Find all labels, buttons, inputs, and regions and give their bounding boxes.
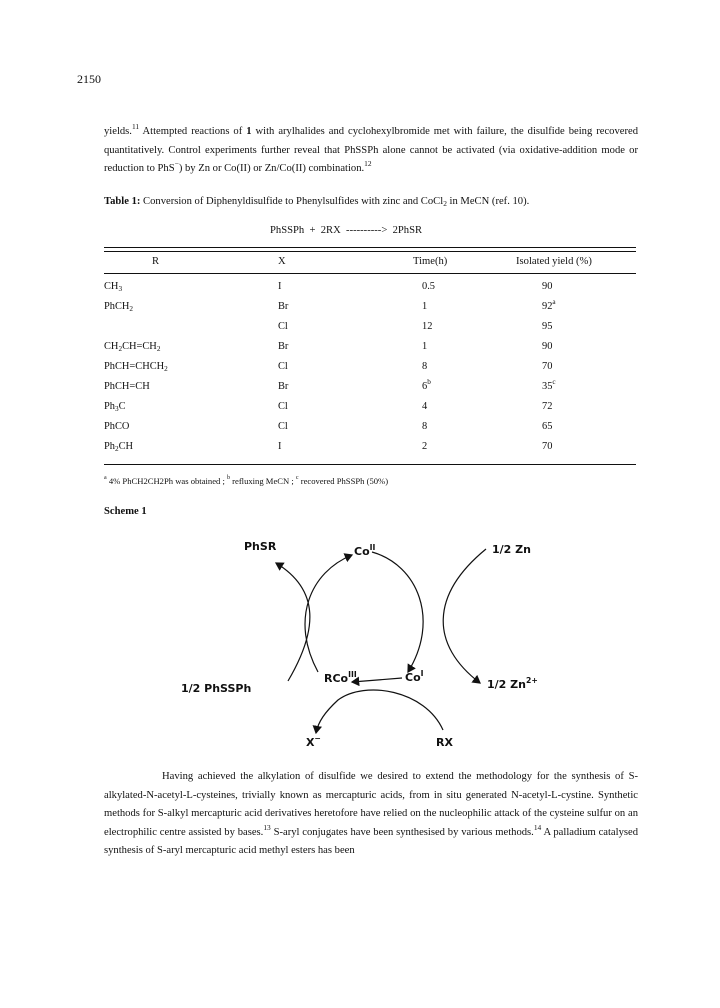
cell-x: Br (278, 381, 289, 392)
table-caption-text-b: in MeCN (ref. 10). (446, 196, 530, 207)
cell-x: I (278, 441, 282, 452)
cell-r: $CH_3$ (104, 281, 123, 293)
arc-rcoiii-to-coii (305, 555, 352, 672)
p2-text-c: A palladium catalysed synthesis of S-aryl mercapturic acid methyl esters has been (104, 826, 638, 856)
cell-time: 1 (422, 301, 428, 312)
cell-time: 4 (422, 401, 428, 412)
cell-r: PhCO (104, 421, 130, 432)
cell-x: Cl (278, 401, 288, 412)
label-half-phssph: 1/2 PhSSPh (181, 682, 252, 695)
label-phsr: PhSR (244, 540, 277, 553)
p1-text-b: Attempted reactions of (139, 126, 247, 137)
arc-zn-to-zn2 (443, 549, 486, 683)
p1-compound-1: 1 (246, 126, 252, 137)
cell-time: 6$^b$ (422, 378, 431, 392)
cell-time: 0.5 (422, 281, 435, 292)
label-half-zn: 1/2 Zn (492, 543, 531, 556)
p2-text-a: Having achieved the alkylation of disulfide we desired to extend the methodology for the synthesis of S-alkylated-N-acetyl-L-cysteines, trivially known as mercapturic acids, from in situ generated N-acetyl-L-cystine. Synthetic methods for S-alkyl mercapturic acid derivatives heretofore have relied on the nucleophilic attack of the cysteine sulfur on an electrophilic centre assisted by bases. (104, 771, 638, 838)
cell-r: $CH_2CH=CH_2$ (104, 341, 161, 353)
p2-ref-14: 14 (533, 822, 542, 832)
cell-yield: 95 (542, 321, 553, 332)
p2-ref-13: 13 (263, 822, 271, 832)
paragraph-2 (104, 768, 638, 861)
cell-x: Cl (278, 361, 288, 372)
footnote-c-mark: c (295, 475, 299, 481)
header-yield: Isolated yield (%) (516, 256, 592, 267)
reaction-equation: PhSSPh + 2RX ----------> 2PhSR (270, 225, 423, 236)
cell-r: PhCH$_2$ (104, 301, 134, 313)
label-coi: $Co^I$ (405, 669, 424, 684)
cell-yield: 70 (542, 441, 553, 452)
arrow-coi-to-rcoiii (352, 678, 402, 682)
p1-text-c: with arylhalides and cyclohexylbromide met with failure, the disulfide being recovered quantitatively. Control experiments further reveal that PhSSPh alone cannot be activated (via oxidative-addition mode or reduction to PhS (104, 126, 639, 174)
footnote-a-mark: a (104, 475, 107, 481)
p1-text-d: ) by Zn or Co(II) or Zn/Co(II) combination. (178, 163, 365, 174)
cell-x: Br (278, 301, 289, 312)
scheme-label: Scheme 1 (104, 506, 147, 517)
header-r: R (152, 256, 160, 267)
cell-yield: 92$^a$ (542, 298, 556, 312)
p1-ref-11: 11 (131, 122, 140, 131)
p2-text-b: S-aryl conjugates have been synthesised by various methods. (270, 826, 534, 838)
table-caption-label: Table 1: (104, 196, 141, 207)
arc-rx-to-xminus (316, 690, 443, 733)
table-caption-text-a: Conversion of Diphenyldisulfide to Phenylsulfides with zinc and CoCl (140, 196, 444, 207)
p1-text-a: yields. (104, 126, 132, 137)
footnote-a-text: 4% PhCH2CH2Ph was obtained ; (106, 476, 227, 486)
p1-minus-sup: − (174, 159, 179, 168)
arc-coii-to-coi (372, 552, 423, 672)
cell-time: 2 (422, 441, 428, 452)
cell-yield: 90 (542, 281, 553, 292)
label-rcoiii: RCo$^{III}$ (324, 670, 357, 685)
table-caption-sub: 2 (443, 199, 447, 208)
cell-yield: 65 (542, 421, 553, 432)
cell-time: 1 (422, 341, 428, 352)
cell-x: Cl (278, 421, 288, 432)
cell-x: Cl (278, 321, 288, 332)
header-time: Time(h) (413, 256, 448, 267)
footnote-c-text: recovered PhSSPh (50%) (298, 476, 389, 486)
cell-yield: 72 (542, 401, 553, 412)
cell-r: $Ph_2CH$ (104, 441, 134, 453)
label-coii: $Co^{II}$ (354, 543, 376, 558)
footnote-b-mark: b (226, 475, 230, 481)
footnote-b-text: refluxing MeCN ; (230, 476, 296, 486)
cell-x: I (278, 281, 282, 292)
label-x-minus: X− (306, 734, 321, 749)
cell-time: 8 (422, 421, 428, 432)
cell-r: PhCH=CH (104, 381, 150, 392)
label-rx: RX (436, 736, 453, 749)
cell-time: 12 (422, 321, 433, 332)
cell-yield: 35$^c$ (542, 378, 556, 392)
cell-time: 8 (422, 361, 428, 372)
p1-ref-12: 12 (364, 159, 372, 168)
cell-r: $Ph_3C$ (104, 401, 126, 413)
cell-r: $PhCH=CHCH_2$ (104, 361, 168, 373)
page-number: 2150 (77, 72, 101, 86)
cell-yield: 70 (542, 361, 553, 372)
cell-x: Br (278, 341, 289, 352)
label-half-zn2plus: 1/2 $Zn^{2+}$ (487, 676, 538, 691)
header-x: X (278, 256, 286, 267)
cell-yield: 90 (542, 341, 553, 352)
